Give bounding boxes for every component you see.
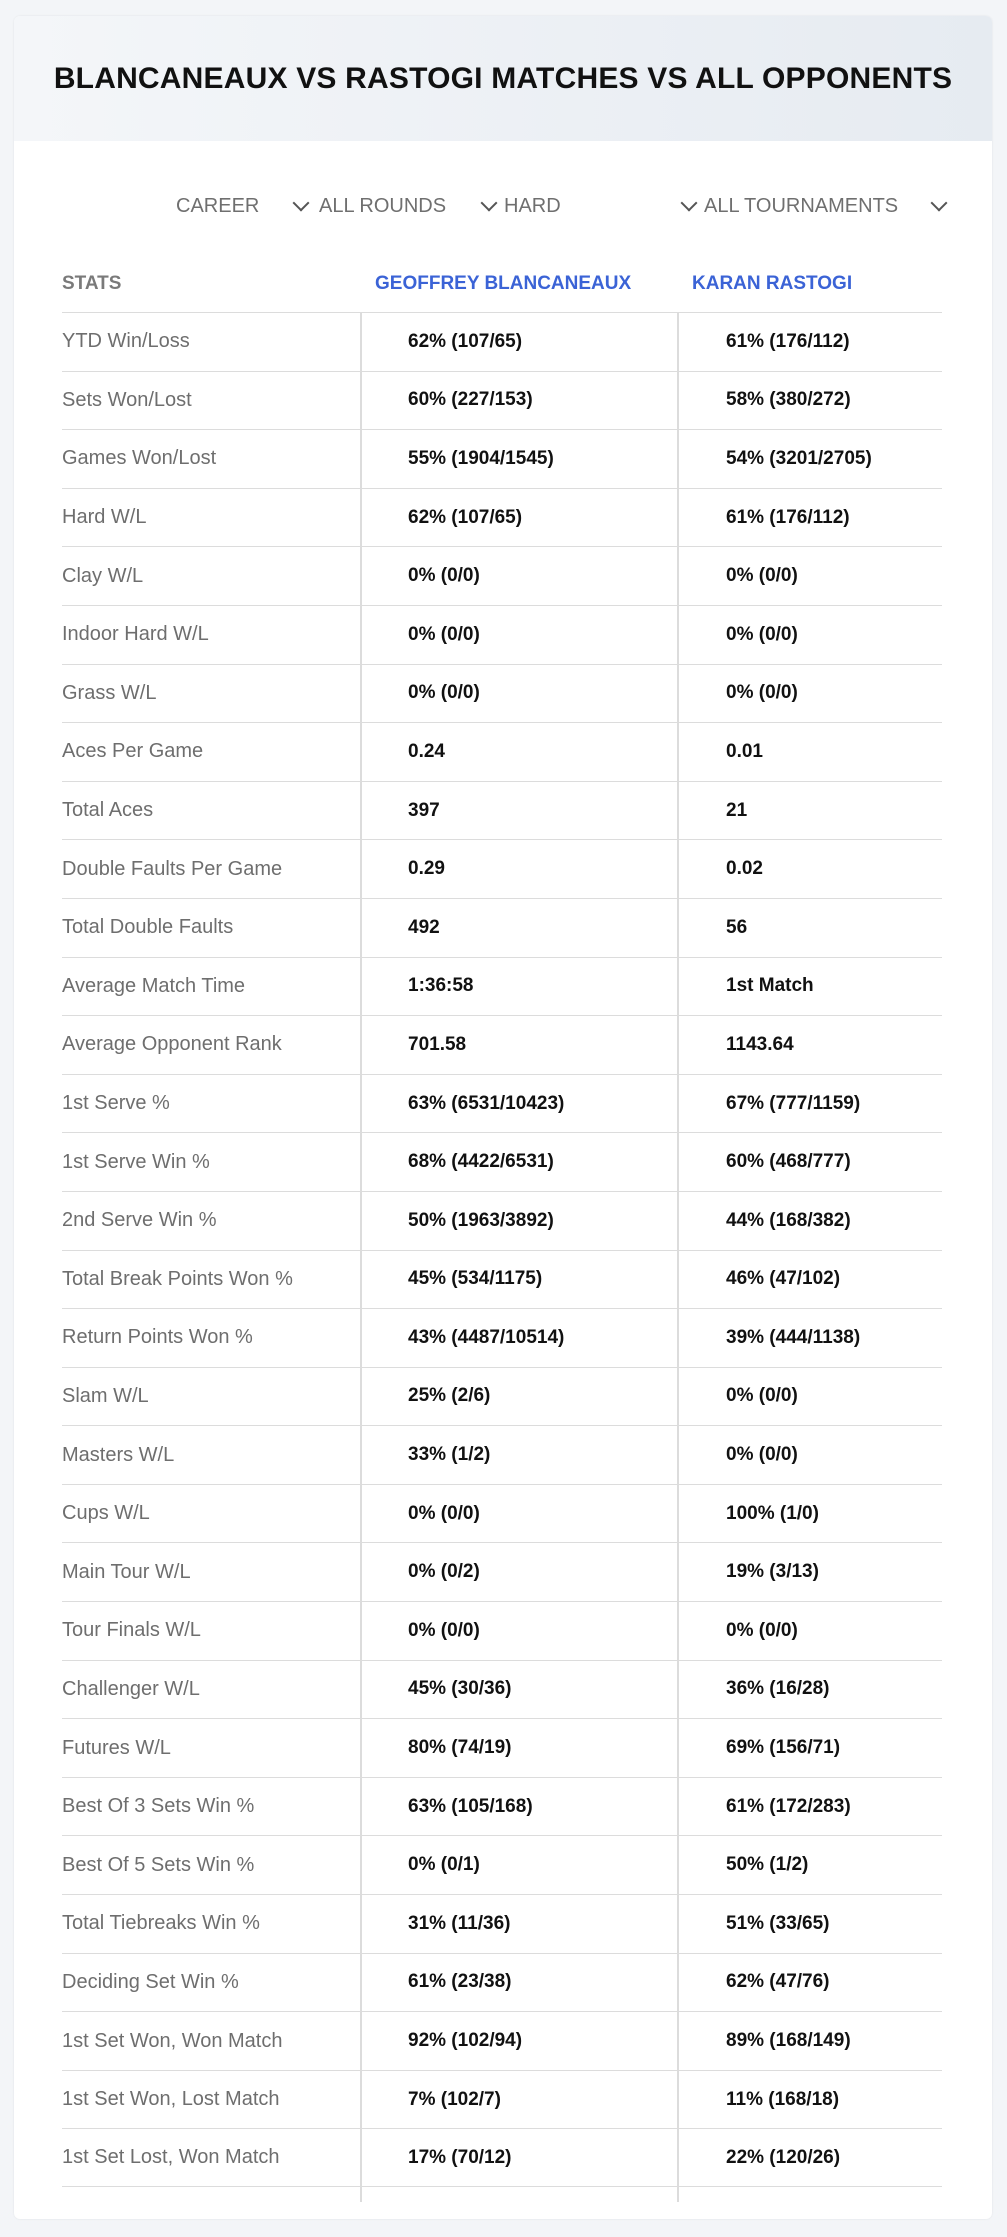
chevron-down-icon <box>931 195 948 212</box>
stat-label: 1st Set Won, Won Match <box>62 2029 283 2052</box>
player2-value: 22% (120/26) <box>726 2146 841 2168</box>
stat-label: Masters W/L <box>62 1443 175 1466</box>
player1-value: 68% (4422/6531) <box>408 1151 554 1173</box>
player2-value: 67% (777/1159) <box>726 1092 861 1114</box>
player1-value: 55% (1904/1545) <box>408 447 554 469</box>
player2-value: 69% (156/71) <box>726 1737 841 1759</box>
player1-value: 60% (227/153) <box>408 389 533 411</box>
table-row <box>62 957 942 1016</box>
stat-label: Aces Per Game <box>62 740 204 763</box>
player2-value: 60% (468/777) <box>726 1151 851 1173</box>
player1-value: 63% (105/168) <box>408 1795 533 1817</box>
player1-value: 80% (74/19) <box>408 1737 512 1759</box>
table-row <box>62 1718 942 1777</box>
table-row <box>62 1367 942 1426</box>
stat-label: Total Tiebreaks Win % <box>62 1912 260 1935</box>
period-select[interactable] <box>176 186 311 226</box>
player1-value: 1:36:58 <box>408 975 474 997</box>
table-row <box>62 1484 942 1543</box>
stats-column-header: STATS <box>62 273 122 294</box>
chevron-down-icon <box>293 195 310 212</box>
player1-value: 0.29 <box>408 858 445 880</box>
stat-label: Indoor Hard W/L <box>62 623 209 646</box>
table-row <box>62 2070 942 2129</box>
player1-value: 0% (0/0) <box>408 682 480 704</box>
table-row <box>62 2011 942 2070</box>
player2-value: 1143.64 <box>726 1033 794 1055</box>
table-row <box>62 1191 942 1250</box>
player1-value: 0% (0/2) <box>408 1561 480 1583</box>
player2-value: 50% (1/2) <box>726 1854 809 1876</box>
player2-value: 36% (16/28) <box>726 1678 830 1700</box>
player2-value: 58% (380/272) <box>726 389 851 411</box>
table-row <box>62 1542 942 1601</box>
stat-label: Clay W/L <box>62 564 144 587</box>
table-row <box>62 1660 942 1719</box>
player1-value: 50% (1963/3892) <box>408 1209 554 1231</box>
period-select-value: CAREER <box>176 194 260 217</box>
table-row <box>62 722 942 781</box>
stat-label: Sets Won/Lost <box>62 388 192 411</box>
table-row <box>62 546 942 605</box>
player1-value: 62% (107/65) <box>408 506 523 528</box>
stat-label: Cups W/L <box>62 1502 150 1525</box>
player1-value: 31% (11/36) <box>408 1912 511 1934</box>
player2-value: 46% (47/102) <box>726 1268 841 1290</box>
player2-link[interactable]: KARAN RASTOGI <box>692 273 853 294</box>
page-title: BLANCANEAUX VS RASTOGI MATCHES VS ALL OPPONENTS <box>53 61 953 95</box>
stat-label: Total Break Points Won % <box>62 1267 293 1290</box>
stat-label: Games Won/Lost <box>62 447 217 470</box>
chevron-down-icon <box>481 195 498 212</box>
stats-card <box>14 16 992 2219</box>
player1-value: 0% (0/0) <box>408 565 480 587</box>
player2-value: 100% (1/0) <box>726 1502 819 1524</box>
chevron-down-icon <box>681 195 698 212</box>
table-row <box>62 1777 942 1836</box>
stat-label: YTD Win/Loss <box>62 330 190 353</box>
stat-label: Main Tour W/L <box>62 1560 191 1583</box>
table-row <box>62 605 942 664</box>
table-row <box>62 1074 942 1133</box>
stat-label: Deciding Set Win % <box>62 1970 239 1993</box>
player2-value: 54% (3201/2705) <box>726 447 872 469</box>
player2-value: 61% (176/112) <box>726 506 850 528</box>
surface-select-value: HARD <box>504 194 561 217</box>
stat-label: Total Aces <box>62 799 154 822</box>
player1-value: 0% (0/1) <box>408 1854 480 1876</box>
table-row <box>62 1601 942 1660</box>
player1-value: 61% (23/38) <box>408 1971 512 1993</box>
rounds-select[interactable] <box>319 186 499 226</box>
player2-value: 51% (33/65) <box>726 1912 830 1934</box>
table-row <box>62 1308 942 1367</box>
stat-label: Return Points Won % <box>62 1326 253 1349</box>
player1-link[interactable]: GEOFFREY BLANCANEAUX <box>375 273 632 294</box>
stat-label: 1st Set Won, Lost Match <box>62 2088 280 2111</box>
stat-label: Challenger W/L <box>62 1677 200 1700</box>
stat-label: Tour Finals W/L <box>62 1619 201 1642</box>
player1-value: 25% (2/6) <box>408 1385 491 1407</box>
rounds-select-value: ALL ROUNDS <box>319 194 447 217</box>
stats-table-body <box>62 312 942 2187</box>
table-row <box>62 839 942 898</box>
player2-value: 0% (0/0) <box>726 682 798 704</box>
player2-value: 0.02 <box>726 858 763 880</box>
player2-value: 0% (0/0) <box>726 565 798 587</box>
stat-label: Slam W/L <box>62 1384 149 1407</box>
table-row <box>62 371 942 430</box>
surface-select[interactable] <box>504 186 699 226</box>
stat-label: Average Match Time <box>62 974 246 997</box>
player2-value: 1st Match <box>726 975 814 997</box>
stat-label: Best Of 5 Sets Win % <box>62 1853 255 1876</box>
player1-value: 63% (6531/10423) <box>408 1092 565 1114</box>
player2-value: 89% (168/149) <box>726 2030 851 2052</box>
player2-value: 39% (444/1138) <box>726 1326 861 1348</box>
player1-value: 0% (0/0) <box>408 1619 480 1641</box>
stat-label: 1st Serve % <box>62 1092 170 1115</box>
table-row <box>62 898 942 957</box>
player1-value: 492 <box>408 916 440 938</box>
table-row <box>62 1835 942 1894</box>
stat-label: Best Of 3 Sets Win % <box>62 1795 255 1818</box>
stat-label: Total Double Faults <box>62 916 234 939</box>
player1-value: 397 <box>408 799 440 821</box>
player2-value: 44% (168/382) <box>726 1209 851 1231</box>
stat-label: 1st Serve Win % <box>62 1150 210 1173</box>
filter-bar <box>14 186 992 226</box>
table-row <box>62 1425 942 1484</box>
player1-value: 0% (0/0) <box>408 623 480 645</box>
player2-value: 0% (0/0) <box>726 1385 798 1407</box>
player1-value: 33% (1/2) <box>408 1444 491 1466</box>
table-row <box>62 2128 942 2187</box>
table-row <box>62 488 942 547</box>
player2-value: 0.01 <box>726 740 763 762</box>
table-header <box>62 254 942 314</box>
tournaments-select-value: ALL TOURNAMENTS <box>704 194 899 217</box>
player1-value: 45% (30/36) <box>408 1678 512 1700</box>
stat-label: Grass W/L <box>62 681 157 704</box>
stat-label: Hard W/L <box>62 506 147 529</box>
player2-value: 21 <box>726 799 748 821</box>
player2-value: 0% (0/0) <box>726 1444 798 1466</box>
table-row <box>62 1132 942 1191</box>
player1-value: 62% (107/65) <box>408 330 523 352</box>
tournaments-select[interactable] <box>704 186 949 226</box>
table-row <box>62 429 942 488</box>
player2-value: 0% (0/0) <box>726 623 798 645</box>
player2-value: 56 <box>726 916 748 938</box>
table-row <box>62 781 942 840</box>
player2-value: 0% (0/0) <box>726 1619 798 1641</box>
player2-value: 61% (172/283) <box>726 1795 851 1817</box>
player2-value: 62% (47/76) <box>726 1971 830 1993</box>
stat-label: Double Faults Per Game <box>62 857 283 880</box>
table-row <box>62 1894 942 1953</box>
player1-value: 0.24 <box>408 740 445 762</box>
table-row <box>62 1250 942 1309</box>
player2-value: 19% (3/13) <box>726 1561 819 1583</box>
player1-value: 0% (0/0) <box>408 1502 480 1524</box>
table-row <box>62 1015 942 1074</box>
player2-value: 11% (168/18) <box>726 2088 840 2110</box>
player1-value: 701.58 <box>408 1033 467 1055</box>
stat-label: 2nd Serve Win % <box>62 1209 217 1232</box>
player2-value: 61% (176/112) <box>726 330 850 352</box>
table-row <box>62 664 942 723</box>
table-row <box>62 312 942 371</box>
player1-value: 17% (70/12) <box>408 2146 512 2168</box>
player1-value: 7% (102/7) <box>408 2088 501 2110</box>
player1-value: 43% (4487/10514) <box>408 1326 565 1348</box>
card-header <box>14 16 992 141</box>
player1-value: 45% (534/1175) <box>408 1268 543 1290</box>
table-row <box>62 1953 942 2012</box>
stat-label: Futures W/L <box>62 1736 171 1759</box>
player1-value: 92% (102/94) <box>408 2030 523 2052</box>
stat-label: 1st Set Lost, Won Match <box>62 2146 280 2169</box>
stat-label: Average Opponent Rank <box>62 1033 282 1056</box>
